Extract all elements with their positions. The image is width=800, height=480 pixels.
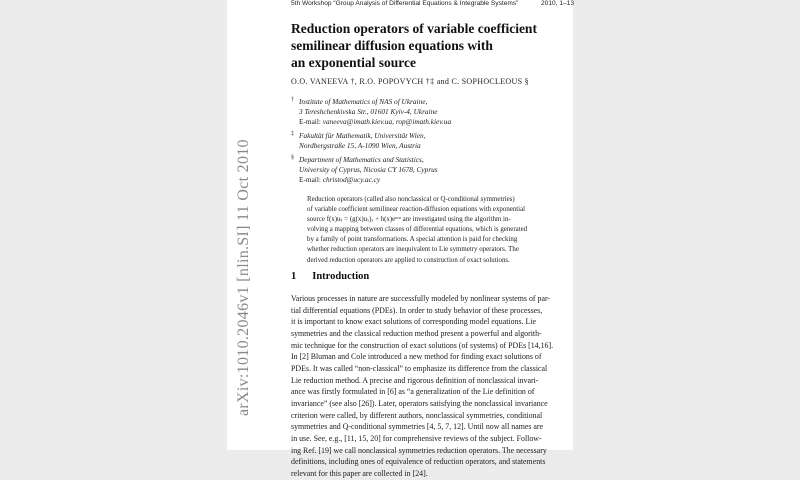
abstract-line: derived reduction operators are applied to construction of exact solutions. [307, 256, 510, 264]
title-line: Reduction operators of variable coefficient [291, 21, 537, 36]
email-line [299, 175, 438, 185]
body-line: Various processes in nature are successfully modeled by nonlinear systems of par- [291, 294, 551, 303]
abstract-line: Reduction operators (called also nonclassical or Q-conditional symmetries) [307, 196, 515, 203]
email-line [299, 117, 451, 127]
affiliation-2 [291, 131, 425, 151]
body-line: criterion were called, by different authors, nonclassical symmetries, conditional [291, 410, 543, 420]
affiliation-line: 3 Tereshchenkivska Str., 01601 Kyiv-4, Ukraine [299, 107, 438, 116]
title-line: semilinear diffusion equations with [291, 38, 493, 53]
running-header: 5th Workshop “Group Analysis of Differential Equations & Integrable Systems” [291, 0, 519, 7]
affiliation-mark: † [291, 97, 294, 103]
section-title: Introduction [312, 271, 370, 282]
body-line: mic technique for the construction of exact solutions (of systems) of PDEs [14,16]. [291, 340, 554, 350]
body-line: ing Ref. [19] we call nonclassical symmetries reduction operators. The necessary [291, 445, 547, 455]
affiliation-mark: ‡ [291, 131, 294, 137]
abstract-line: by a family of point transformations. A special attention is paid for checking [307, 236, 518, 244]
body-line: it is important to know exact solutions of corresponding model equations. Lie [291, 317, 537, 327]
body-line: Lie reduction method. A precise and rigorous definition of nonclassical invari- [291, 375, 539, 385]
paper-title [291, 20, 571, 71]
abstract-line: of variable coefficient semilinear reaction-diffusion equations with exponential [307, 206, 526, 214]
affiliation-line: Department of Mathematics and Statistics, [299, 155, 424, 164]
abstract-line: volving a mapping between classes of differential equations, which is generated [307, 226, 528, 234]
abstract-line: whether reduction operators are inequivalent to Lie symmetry operators. The [307, 246, 519, 254]
body-line: symmetries and Q-conditional symmetries [4, 5, 7, 12]. Until now all names are [291, 422, 544, 432]
title-line: an exponential source [291, 55, 417, 70]
email-address[interactable]: vaneeva@imath.kiev.ua, rop@imath.kiev.ua [322, 117, 452, 126]
body-line: PDEs. It was called “non-classical” to emphasize its difference from the classical [291, 363, 548, 373]
body-line: In [2] Bluman and Cole introduced a new method for finding exact solutions of [291, 352, 542, 362]
affiliation-mark: § [291, 155, 294, 161]
body-line: tial differential equations (PDEs). In order to study behavior of these processes, [291, 305, 543, 315]
author-list: O.O. VANEEVA †, R.O. POPOVYCH †‡ and C. SOPHOCLEOUS § [291, 77, 529, 86]
affiliation-3 [291, 155, 438, 185]
affiliation-line: Institute of Mathematics of NAS of Ukraine, [299, 97, 428, 106]
body-line: ance was firstly formulated in [6] as “a generalization of the Lie definition of [291, 387, 535, 397]
section-number: 1 [291, 271, 297, 282]
body-line: symmetries and the classical reduction method present a powerful and algorith- [291, 328, 542, 338]
body-line: invariance” (see also [26]). Later, operators satisfying the nonclassical invariance [291, 398, 548, 408]
email-address[interactable]: christod@ucy.ac.cy [322, 175, 381, 184]
section-heading [291, 271, 369, 282]
body-line: relevant for this paper are collected in [24]. [291, 468, 428, 478]
affiliation-line: University of Cyprus, Nicosia CY 1678, Cyprus [299, 165, 438, 174]
email-label: E-mail: [299, 175, 321, 184]
affiliation-1 [291, 97, 451, 127]
body-line: in use. See, e.g., [11, 15, 20] for comprehensive reviews of the subject. Follow- [291, 433, 542, 443]
abstract [307, 195, 547, 266]
email-label: E-mail: [299, 117, 321, 126]
page-range: 2010, 1–13 [541, 0, 575, 7]
affiliation-line: Nordbergstraße 15, A-1090 Wien, Austria [299, 141, 421, 150]
arxiv-stamp[interactable]: arXiv:1010.2046v1 [nlin.SI] 11 Oct 2010 [235, 139, 252, 416]
abstract-line: source f(x)uₜ = (g(x)uₓ)ₓ + h(x)eᵐᵘ are investigated using the algorithm in- [307, 216, 511, 224]
affiliation-line: Fakultät für Mathematik, Universität Wien, [299, 131, 426, 140]
body-line: definitions, including ones of equivalence of reduction operators, and statements [291, 457, 546, 467]
intro-body [291, 293, 573, 480]
